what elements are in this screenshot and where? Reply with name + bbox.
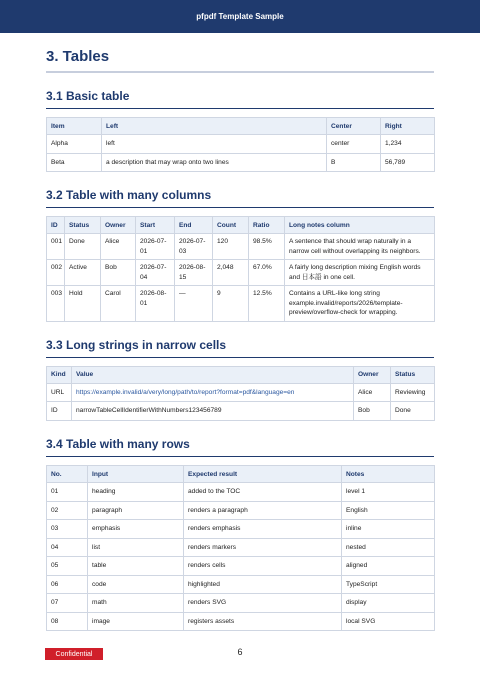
table-cell: Alice <box>101 234 136 260</box>
table-cell: local SVG <box>342 612 435 631</box>
col-header-ratio: Ratio <box>249 217 285 234</box>
table-cell: 08 <box>47 612 88 631</box>
col-header-notes: Long notes column <box>285 217 435 234</box>
table-cell: 56,789 <box>381 153 435 172</box>
long-header-status: Status <box>391 366 435 383</box>
col-header-id: ID <box>47 217 65 234</box>
table-cell: highlighted <box>184 575 342 594</box>
table-row <box>47 483 435 502</box>
long-header-kind: Kind <box>47 366 72 383</box>
confidential-badge <box>45 648 103 660</box>
table-cell: registers assets <box>184 612 342 631</box>
table-row <box>47 612 435 631</box>
table-cell: Beta <box>47 153 102 172</box>
table-cell: a description that may wrap onto two lines <box>102 153 327 172</box>
long-strings-title: 3.3 Long strings in narrow cells <box>46 338 434 358</box>
table-cell: 2,048 <box>213 260 249 286</box>
table-row <box>47 383 435 402</box>
col-header-end: End <box>175 217 213 234</box>
table-cell: display <box>342 594 435 613</box>
basic-header-item: Item <box>47 118 102 135</box>
table-cell: English <box>342 501 435 520</box>
table-cell: ID <box>47 402 72 421</box>
table-row <box>47 286 435 322</box>
url-link[interactable]: https://example.invalid/a/very/long/path/to/report?format=pdf&language=en <box>72 383 354 402</box>
table-cell: renders markers <box>184 538 342 557</box>
table-cell: Bob <box>101 260 136 286</box>
many-rows-title: 3.4 Table with many rows <box>46 437 434 457</box>
table-row <box>47 260 435 286</box>
table-cell: 98.5% <box>249 234 285 260</box>
table-row <box>47 402 435 421</box>
table-cell: 002 <box>47 260 65 286</box>
table-cell: renders emphasis <box>184 520 342 539</box>
table-row <box>47 575 435 594</box>
table-row <box>47 520 435 539</box>
table-cell: paragraph <box>88 501 184 520</box>
col-header-owner: Owner <box>101 217 136 234</box>
table-cell: 2026-07-04 <box>136 260 175 286</box>
table-row <box>47 557 435 576</box>
table-cell: image <box>88 612 184 631</box>
table-cell: Done <box>65 234 101 260</box>
table-cell: Reviewing <box>391 383 435 402</box>
basic-header-left: Left <box>102 118 327 135</box>
table-row <box>47 594 435 613</box>
header-title: pfpdf Template Sample <box>196 12 284 21</box>
table-cell: 67.0% <box>249 260 285 286</box>
col-header-count: Count <box>213 217 249 234</box>
table-cell: TypeScript <box>342 575 435 594</box>
table-cell: 05 <box>47 557 88 576</box>
table-cell: heading <box>88 483 184 502</box>
section-title: 3. Tables <box>46 48 434 73</box>
table-cell: math <box>88 594 184 613</box>
table-cell: Done <box>391 402 435 421</box>
many-rows-table <box>46 465 435 631</box>
many-columns-title: 3.2 Table with many columns <box>46 188 434 208</box>
table-cell: Hold <box>65 286 101 322</box>
table-cell: added to the TOC <box>184 483 342 502</box>
table-cell: 06 <box>47 575 88 594</box>
table-cell: Active <box>65 260 101 286</box>
table-row <box>47 501 435 520</box>
table-cell: A sentence that should wrap naturally in a narrow cell without overlapping its neighbors. <box>285 234 435 260</box>
table-cell: emphasis <box>88 520 184 539</box>
rows-header-notes: Notes <box>342 466 435 483</box>
table-cell: left <box>102 135 327 154</box>
table-cell: table <box>88 557 184 576</box>
table-row <box>47 234 435 260</box>
table-cell: Contains a URL-like long string example.invalid/reports/2026/template-preview/overflow-check for wrapping. <box>285 286 435 322</box>
table-cell: nested <box>342 538 435 557</box>
table-cell: list <box>88 538 184 557</box>
table-cell: 003 <box>47 286 65 322</box>
table-cell: 001 <box>47 234 65 260</box>
table-cell: Alpha <box>47 135 102 154</box>
table-cell: B <box>327 153 381 172</box>
long-header-value: Value <box>72 366 354 383</box>
table-cell: narrowTableCellIdentifierWithNumbers123456789 <box>72 402 354 421</box>
page-content <box>46 48 434 631</box>
rows-header-expected: Expected result <box>184 466 342 483</box>
table-cell: 2026-07-01 <box>136 234 175 260</box>
col-header-start: Start <box>136 217 175 234</box>
table-cell: 9 <box>213 286 249 322</box>
table-cell: Bob <box>354 402 391 421</box>
rows-header-input: Input <box>88 466 184 483</box>
table-cell: 01 <box>47 483 88 502</box>
page-header <box>0 0 480 33</box>
table-cell: aligned <box>342 557 435 576</box>
table-cell: 120 <box>213 234 249 260</box>
basic-table-title: 3.1 Basic table <box>46 89 434 109</box>
table-cell: 2026-07-03 <box>175 234 213 260</box>
table-cell: A fairly long description mixing English words and 日本語 in one cell. <box>285 260 435 286</box>
table-cell: Carol <box>101 286 136 322</box>
table-row <box>47 135 435 154</box>
table-cell: center <box>327 135 381 154</box>
page-number: 6 <box>237 647 243 657</box>
table-cell: 2026-08-01 <box>136 286 175 322</box>
table-cell: renders cells <box>184 557 342 576</box>
table-cell: Alice <box>354 383 391 402</box>
table-cell: inline <box>342 520 435 539</box>
table-cell: 03 <box>47 520 88 539</box>
table-cell: 12.5% <box>249 286 285 322</box>
table-cell: level 1 <box>342 483 435 502</box>
basic-header-right: Right <box>381 118 435 135</box>
table-cell: 04 <box>47 538 88 557</box>
table-row <box>47 153 435 172</box>
long-strings-table <box>46 366 435 421</box>
table-cell: URL <box>47 383 72 402</box>
table-cell: 02 <box>47 501 88 520</box>
table-cell: code <box>88 575 184 594</box>
basic-header-center: Center <box>327 118 381 135</box>
long-header-owner: Owner <box>354 366 391 383</box>
table-cell: — <box>175 286 213 322</box>
confidential-label: Confidential <box>55 650 93 658</box>
table-cell: 2026-08-15 <box>175 260 213 286</box>
rows-header-no: No. <box>47 466 88 483</box>
col-header-status: Status <box>65 217 101 234</box>
basic-table <box>46 117 435 172</box>
table-row <box>47 538 435 557</box>
table-cell: renders a paragraph <box>184 501 342 520</box>
table-cell: 1,234 <box>381 135 435 154</box>
table-cell: renders SVG <box>184 594 342 613</box>
many-columns-table <box>46 216 435 322</box>
table-cell: 07 <box>47 594 88 613</box>
